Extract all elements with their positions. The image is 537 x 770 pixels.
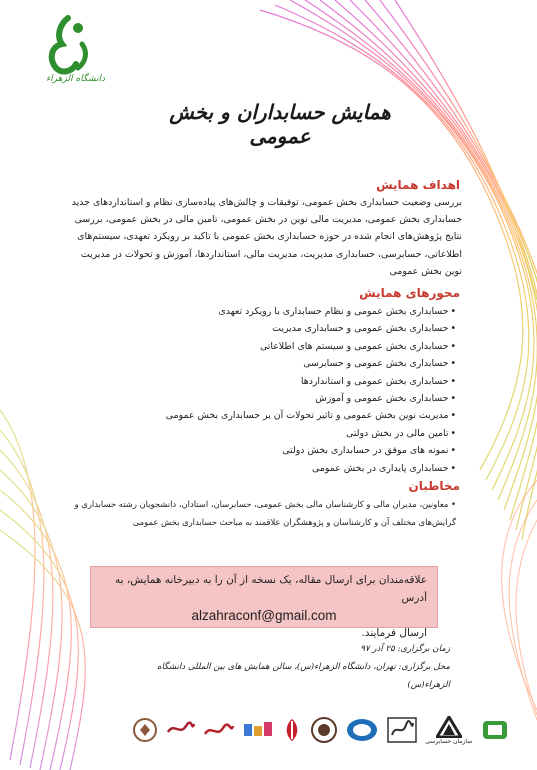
iran-emblem-icon bbox=[281, 713, 303, 747]
swirl-bottom-right-decoration bbox=[455, 480, 537, 720]
goals-line: اطلاعاتی، حسابرسی، حسابداری مدیریت، مدیریت مالی، استانداردها، آموزش و تحولات در مدیریت bbox=[80, 248, 462, 260]
main-content bbox=[12, 178, 462, 531]
sponsor-name: سازمان حسابرسی bbox=[425, 737, 473, 745]
university-logo bbox=[12, 14, 122, 104]
ornate-seal-icon bbox=[310, 713, 338, 747]
topic-item: • مدیریت نوین بخش عمومی و تاثیر تحولات آن بر حسابداری بخش عمومی bbox=[12, 407, 456, 424]
goals-line: نوین بخش عمومی bbox=[389, 265, 462, 277]
green-emblem-icon bbox=[480, 713, 510, 747]
topics-list bbox=[12, 303, 462, 477]
goals-line: حسابداری بخش عمومی، مدیریت مالی نوین در بخش عمومی، تامین مالی در بخش عمومی، بررسی bbox=[74, 214, 462, 226]
topic-item: • حسابداری بخش عمومی و آموزش bbox=[12, 390, 456, 407]
goals-line: بررسی وضعیت حسابداری بخش عمومی، توفیقات و چالش‌های پیاده‌سازی نظام و استانداردهای جدید bbox=[71, 197, 462, 208]
university-logo-text: دانشگاه الزهراء bbox=[46, 74, 105, 84]
topic-item: • تامین مالی در بخش دولتی bbox=[12, 425, 456, 442]
topics-heading: محورهای همایش bbox=[359, 286, 460, 301]
page-title: همایش حسابداران و بخش عمومی bbox=[169, 100, 391, 148]
topic-item: • حسابداری بخش عمومی و نظام حسابداری با رویکرد تعهدی bbox=[12, 303, 456, 320]
audit-org-logo bbox=[425, 713, 472, 747]
topic-item: • حسابداری پایداری در بخش عمومی bbox=[12, 460, 456, 477]
callout-text: علاقه‌مندان برای ارسال مقاله، یک نسخه از آن را به دبیرخانه همایش، به آدرس bbox=[114, 574, 427, 604]
topic-item: • حسابداری بخش عمومی و حسابداری مدیریت bbox=[12, 320, 456, 337]
red-text-logo-icon bbox=[203, 713, 235, 747]
callout-text: ارسال فرمایند. bbox=[361, 627, 427, 639]
audience-line: • معاونین، مدیران مالی و کارشناسان مالی بخش عمومی، حسابرسان، استادان، دانشجویان رشته حسابداری و bbox=[74, 499, 456, 510]
goals-line: نتایج پژوهش‌های انجام شده در حوزه حسابداری بخش عمومی با تاکید بر رویکرد تعهدی، سیستم‌های bbox=[77, 231, 462, 243]
contact-email-link[interactable]: alzahraconf@gmail.com bbox=[191, 608, 337, 623]
submission-callout bbox=[90, 566, 438, 639]
audience-heading: مخاطبان bbox=[408, 479, 460, 494]
event-place: محل برگزاری: تهران، دانشگاه الزهراء(س)، سالن همایش های بین المللی دانشگاه الزهراء(س) bbox=[156, 662, 450, 690]
brown-circle-icon bbox=[132, 713, 158, 747]
topic-item: • حسابداری بخش عمومی و سیستم های اطلاعاتی bbox=[12, 338, 456, 355]
topic-item: • حسابداری بخش عمومی و استانداردها bbox=[12, 373, 456, 390]
event-info bbox=[150, 640, 450, 694]
topic-item: • حسابداری بخش عمومی و حسابرسی bbox=[12, 355, 456, 372]
calligraphy-emblem-icon bbox=[386, 713, 418, 747]
topic-item: • نمونه های موفق در حسابداری بخش دولتی bbox=[12, 442, 456, 459]
goals-heading: اهداف همایش bbox=[376, 178, 460, 192]
colored-text-logo-icon bbox=[243, 713, 273, 747]
sponsor-logos bbox=[132, 707, 510, 753]
event-time: زمان برگزاری: ۲۵ آذر ۹۷ bbox=[360, 644, 450, 654]
alzahra-logo-icon bbox=[38, 14, 94, 76]
red-text-logo-icon bbox=[166, 713, 196, 747]
blue-oval-icon bbox=[346, 713, 378, 747]
audit-org-icon bbox=[436, 716, 462, 738]
audience-line: گرایش‌های مختلف آن و کارشناسان و پژوهشگران علاقمند به مباحث حسابداری بخش عمومی bbox=[132, 517, 456, 528]
